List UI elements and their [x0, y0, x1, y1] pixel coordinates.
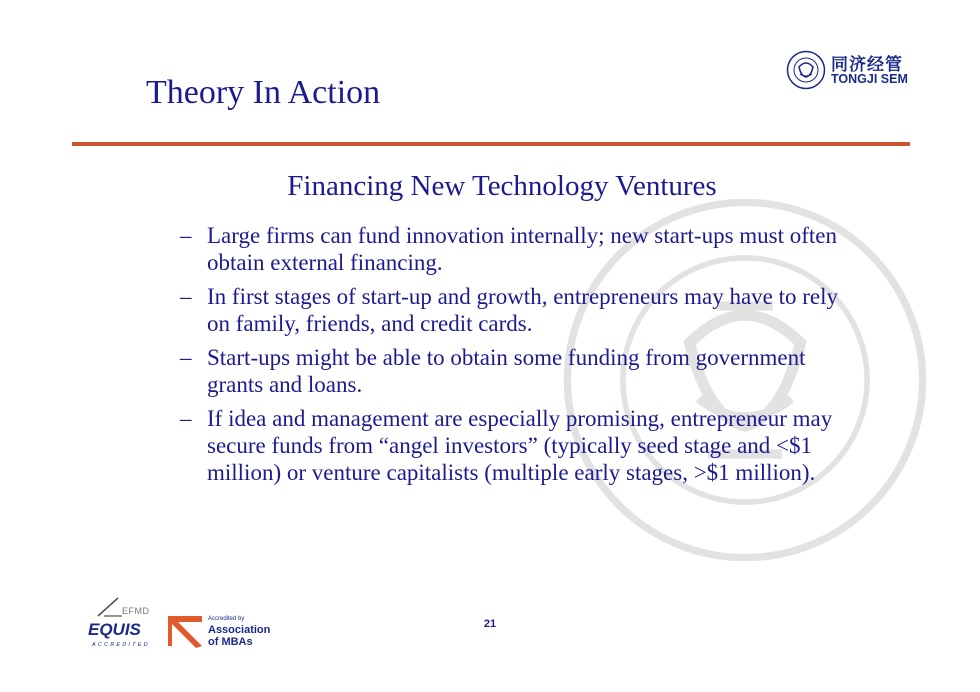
university-seal-icon	[786, 50, 826, 90]
efmd-swoosh-icon	[96, 596, 124, 618]
accreditation-logos	[80, 594, 280, 658]
bullet-text: In first stages of start-up and growth, entrepreneurs may have to rely on family, friends, and credit cards.	[207, 284, 839, 336]
tongji-sem-logo	[786, 50, 916, 92]
amba-arrow-icon	[166, 614, 204, 648]
bullet-item	[180, 344, 840, 398]
bullet-text: If idea and management are especially promising, entrepreneur may secure funds from “angel investors” (typically seed stage and <$1 million) or venture capitalists (multiple early stages, >$1 million).	[207, 406, 833, 485]
slide-title: Theory In Action	[146, 74, 381, 111]
bullet-text: Start-ups might be able to obtain some funding from government grants and loans.	[207, 345, 806, 397]
efmd-text: EFMD	[122, 606, 150, 616]
bullet-text: Large firms can fund innovation internally; new start-ups must often obtain external financing.	[207, 223, 838, 275]
bullet-item	[180, 222, 840, 276]
amba-accredited-by-text: Accredited by	[208, 616, 245, 622]
amba-name-line2: of MBAs	[208, 636, 253, 648]
bullet-marker: –	[180, 406, 192, 431]
bullet-item	[180, 405, 840, 486]
logo-name-en: TONGJI SEM	[831, 72, 908, 86]
bullet-marker: –	[180, 284, 192, 309]
equis-text: EQUIS	[88, 620, 141, 639]
page-number: 21	[483, 618, 497, 630]
logo-name-cn: 同济经管	[831, 55, 903, 75]
accredite-text: ACCREDITED	[92, 642, 150, 648]
bullet-item	[180, 283, 840, 337]
bullet-marker: –	[180, 345, 192, 370]
bullet-list	[180, 222, 840, 493]
slide-subtitle: Financing New Technology Ventures	[287, 170, 717, 202]
bullet-marker: –	[180, 223, 192, 248]
amba-name-line1: Association	[208, 624, 271, 636]
title-divider	[72, 142, 910, 146]
